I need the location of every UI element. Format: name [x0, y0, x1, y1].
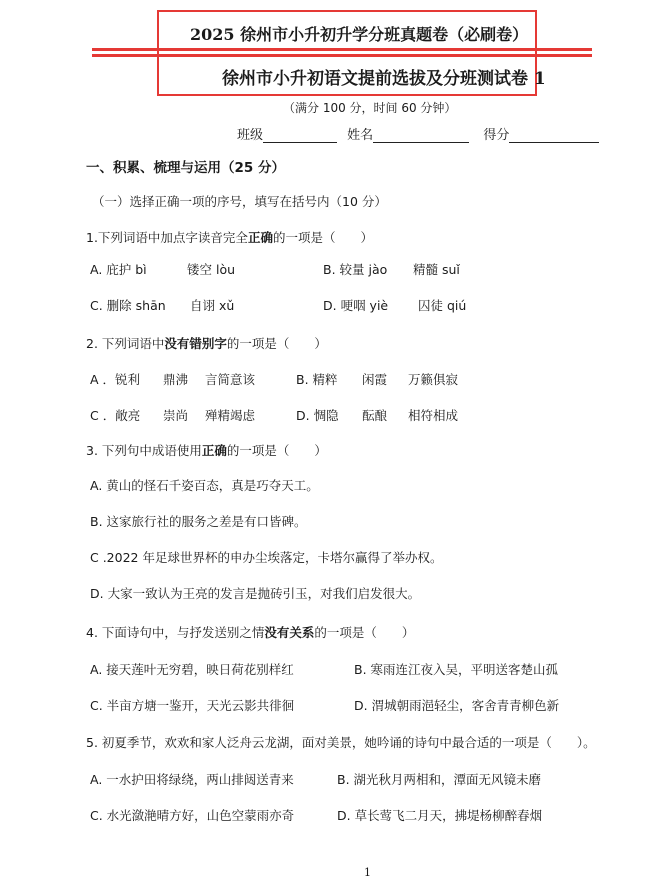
- q1-option-c[interactable]: C. 删除 shān: [90, 298, 166, 313]
- question-2-stem: [86, 334, 327, 352]
- q3-option-b[interactable]: B. 这家旅行社的服务之差是有口皆碑。: [90, 514, 307, 529]
- section-heading: 一、积累、梳理与运用（25 分）: [86, 160, 285, 176]
- q3-option-c[interactable]: C .2022 年足球世界杯的申办尘埃落定，卡塔尔赢得了举办权。: [90, 550, 443, 565]
- q1-stem-emphasis: 正确: [247, 230, 273, 245]
- q1-option-b[interactable]: B. 较量 jào: [323, 262, 388, 277]
- exam-series-title: 2025 徐州市小升初升学分班真题卷（必刷卷）: [190, 25, 529, 44]
- q2-option-d-word: 相符相成: [408, 408, 459, 423]
- q3-stem-emphasis: 正确: [201, 443, 227, 458]
- q2-option-b-word: 闲霞: [362, 372, 388, 387]
- student-info-row: [237, 124, 599, 143]
- q2-stem-tail: 的一项是（ ）: [226, 336, 327, 351]
- q1-option-a-second: 镂空 lòu: [187, 262, 236, 277]
- q1-option-d-second: 囚徒 qiú: [418, 298, 467, 313]
- q5-option-b[interactable]: B. 湖光秋月两相和，潭面无风镜未磨: [337, 772, 542, 787]
- question-3-stem: [86, 441, 327, 459]
- q2-option-b-word: 万籁俱寂: [408, 372, 459, 387]
- name-field[interactable]: [373, 129, 469, 143]
- q5-option-d[interactable]: D. 草长莺飞二月天，拂堤杨柳醉春烟: [337, 808, 543, 823]
- q2-option-d[interactable]: D. 惆隐: [296, 408, 339, 423]
- q2-option-d-word: 酝酿: [362, 408, 388, 423]
- q2-stem-text: 2. 下列词语中: [86, 336, 165, 351]
- q3-option-d[interactable]: D. 大家一致认为王亮的发言是抛砖引玉，对我们启发很大。: [90, 586, 421, 601]
- q2-option-c[interactable]: C ．敞亮: [90, 408, 141, 423]
- score-field[interactable]: [509, 129, 599, 143]
- exam-paper-title: 徐州市小升初语文提前选拔及分班测试卷 1: [222, 69, 546, 89]
- q2-option-c-word: 崇尚: [163, 408, 189, 423]
- q4-stem-text: 4. 下面诗句中，与抒发送别之情: [86, 625, 265, 640]
- q4-stem-tail: 的一项是（ ）: [314, 625, 415, 640]
- q4-stem-emphasis: 没有关系: [264, 625, 315, 640]
- q4-option-d[interactable]: D. 渭城朝雨浥轻尘，客舍青青柳色新: [354, 698, 560, 713]
- q1-stem-text: 1.下列词语中加点字读音完全: [86, 230, 248, 245]
- q1-option-c-second: 自诩 xǔ: [190, 298, 235, 313]
- class-field[interactable]: [263, 129, 337, 143]
- q4-option-b[interactable]: B. 寒雨连江夜入吴，平明送客楚山孤: [354, 662, 559, 677]
- q1-option-d[interactable]: D. 哽咽 yiè: [323, 298, 389, 313]
- part-heading: （一）选择正确一项的序号，填写在括号内（10 分）: [92, 194, 387, 209]
- q3-stem-text: 3. 下列句中成语使用: [86, 443, 202, 458]
- q1-option-b-second: 精髓 suǐ: [413, 262, 460, 277]
- q1-stem-tail: 的一项是（ ）: [272, 230, 373, 245]
- score-time-info: （满分 100 分，时间 60 分钟）: [283, 101, 457, 115]
- q3-option-a[interactable]: A. 黄山的怪石千姿百态，真是巧夺天工。: [90, 478, 319, 493]
- q5-option-a[interactable]: A. 一水护田将绿绕，两山排闼送青来: [90, 772, 294, 787]
- q4-option-a[interactable]: A. 接天莲叶无穷碧，映日荷花别样红: [90, 662, 294, 677]
- page-number: 1: [364, 866, 371, 879]
- q2-option-a[interactable]: A ．锐利: [90, 372, 141, 387]
- q2-option-c-word: 殚精竭虑: [205, 408, 256, 423]
- name-label: 姓名: [347, 128, 374, 143]
- question-1-stem: [86, 228, 373, 246]
- score-label: 得分: [483, 128, 510, 143]
- q3-stem-tail: 的一项是（ ）: [226, 443, 327, 458]
- q1-option-a[interactable]: A. 庇护 bì: [90, 262, 147, 277]
- q2-stem-emphasis: 没有错别字: [164, 336, 227, 351]
- q5-option-c[interactable]: C. 水光潋滟晴方好，山色空蒙雨亦奇: [90, 808, 295, 823]
- q2-option-b[interactable]: B. 精粹: [296, 372, 338, 387]
- question-4-stem: [86, 623, 414, 641]
- q2-option-a-word: 言简意该: [205, 372, 256, 387]
- class-label: 班级: [237, 128, 264, 143]
- q4-option-c[interactable]: C. 半亩方塘一鉴开，天光云影共徘徊: [90, 698, 295, 713]
- question-5-stem: 5. 初夏季节，欢欢和家人泛舟云龙湖，面对美景，她吟诵的诗句中最合适的一项是（ ）。: [86, 735, 596, 750]
- q2-option-a-word: 鼎沸: [163, 372, 189, 387]
